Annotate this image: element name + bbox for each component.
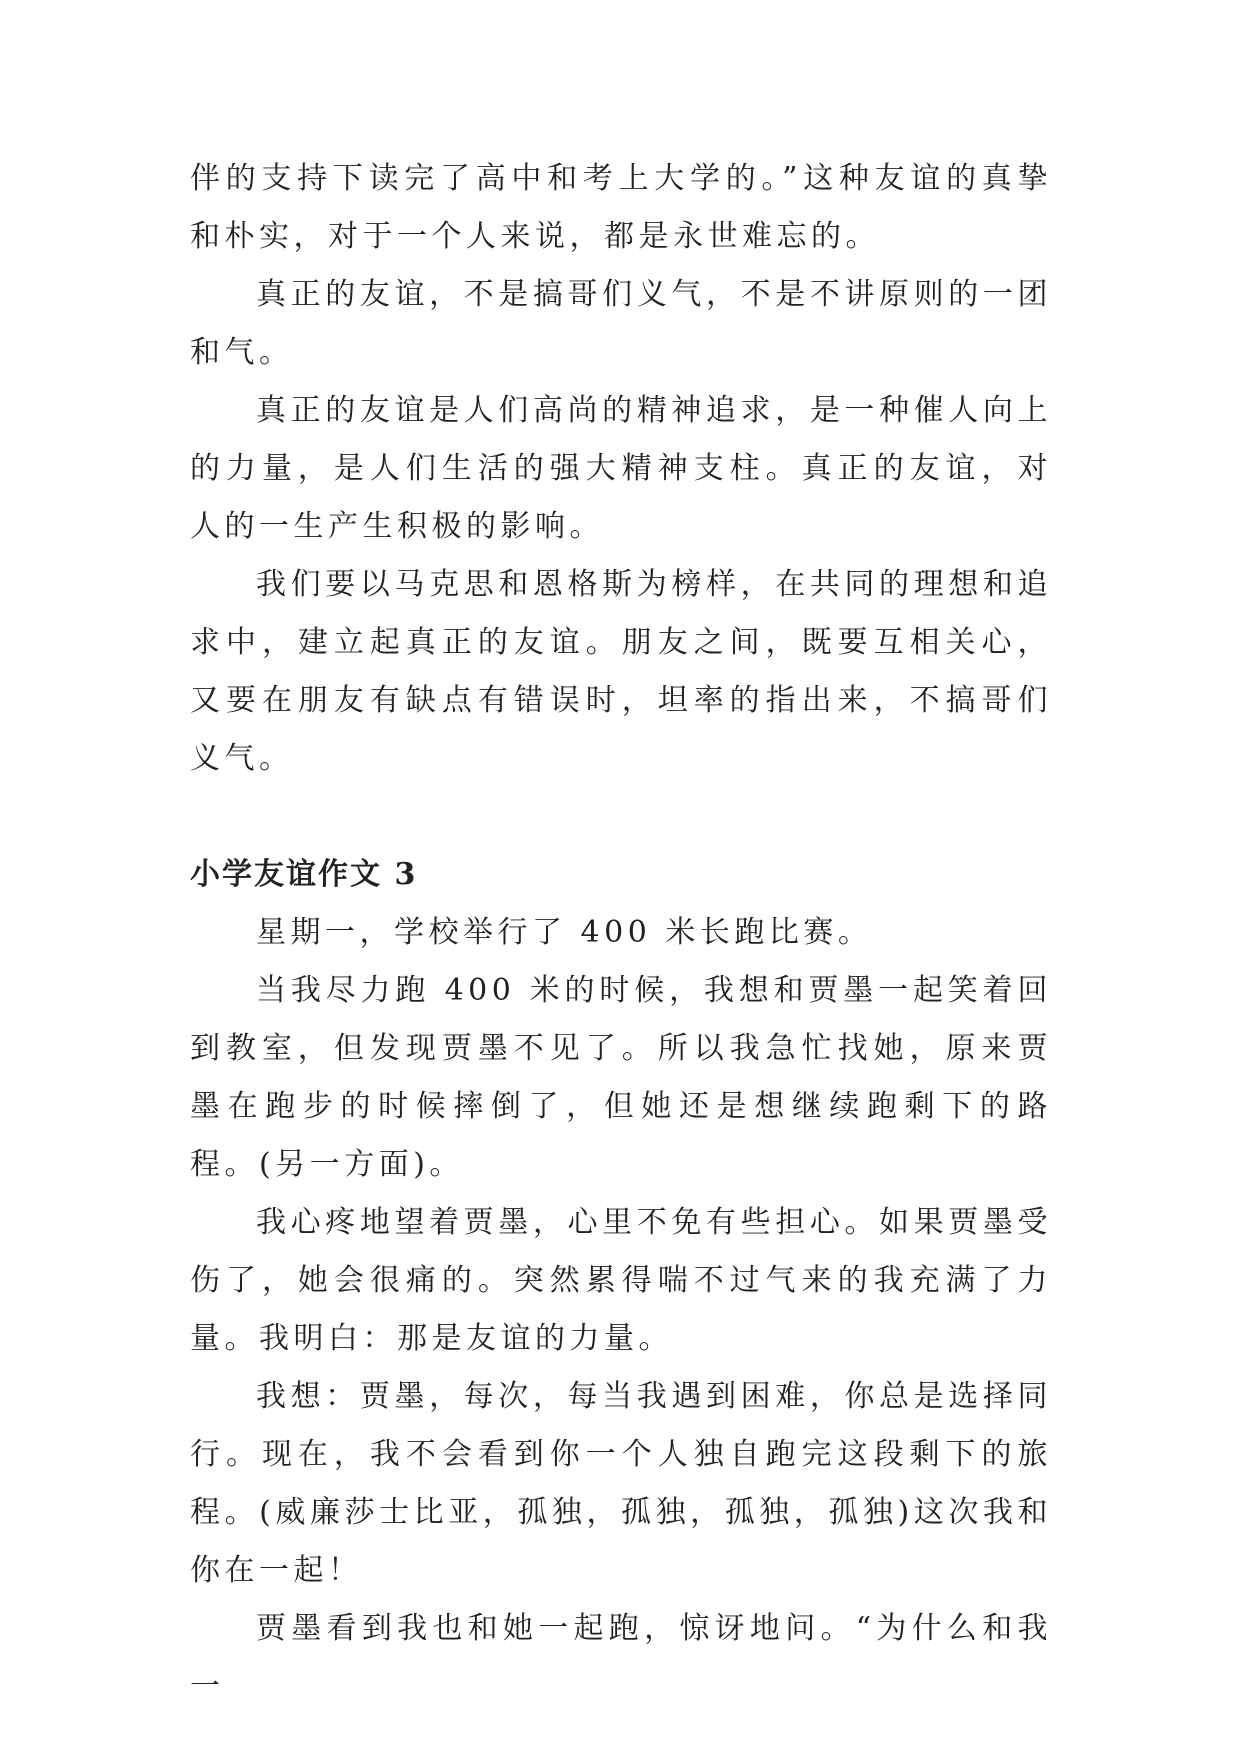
paragraph-true-friendship-definition: 真正的友谊，不是搞哥们义气，不是不讲原则的一团和气。	[190, 277, 1052, 370]
paragraph-worry: 我心疼地望着贾墨，心里不免有些担心。如果贾墨受伤了，她会很痛的。突然累得喘不过气来的我充满了力量。我明白：那是友谊的力量。	[190, 1205, 1052, 1356]
paragraph-together: 我想：贾墨，每次，每当我遇到困难，你总是选择同行。现在，我不会看到你一个人独自跑完这段剩下的旅程。(威廉莎士比亚，孤独，孤独，孤独，孤独)这次我和你在一起！	[190, 1379, 1052, 1588]
section-title: 小学友谊作文 3	[190, 857, 418, 892]
paragraph-jiamo-asks: 贾墨看到我也和她一起跑，惊讶地问。“为什么和我一	[190, 1611, 1052, 1704]
paragraph-race-intro: 星期一，学校举行了 400 米长跑比赛。	[256, 915, 873, 950]
paragraph-true-friendship-value: 真正的友谊是人们高尚的精神追求，是一种催人向上的力量，是人们生活的强大精神支柱。真正的友谊，对人的一生产生积极的影响。	[190, 393, 1052, 544]
paragraph-jiamo-fell: 当我尽力跑 400 米的时候，我想和贾墨一起笑着回到教室，但发现贾墨不见了。所以我急忙找她，原来贾墨在跑步的时候摔倒了，但她还是想继续跑剩下的路程。(另一方面)。	[190, 973, 1052, 1182]
paragraph-marx-engels-example: 我们要以马克思和恩格斯为榜样，在共同的理想和追求中，建立起真正的友谊。朋友之间，既要互相关心，又要在朋友有缺点有错误时，坦率的指出来，不搞哥们义气。	[190, 567, 1052, 776]
paragraph-continuation: 伴的支持下读完了高中和考上大学的。”这种友谊的真挚和朴实，对于一个人来说，都是永世难忘的。	[190, 161, 1052, 254]
document-body	[190, 150, 1052, 1716]
